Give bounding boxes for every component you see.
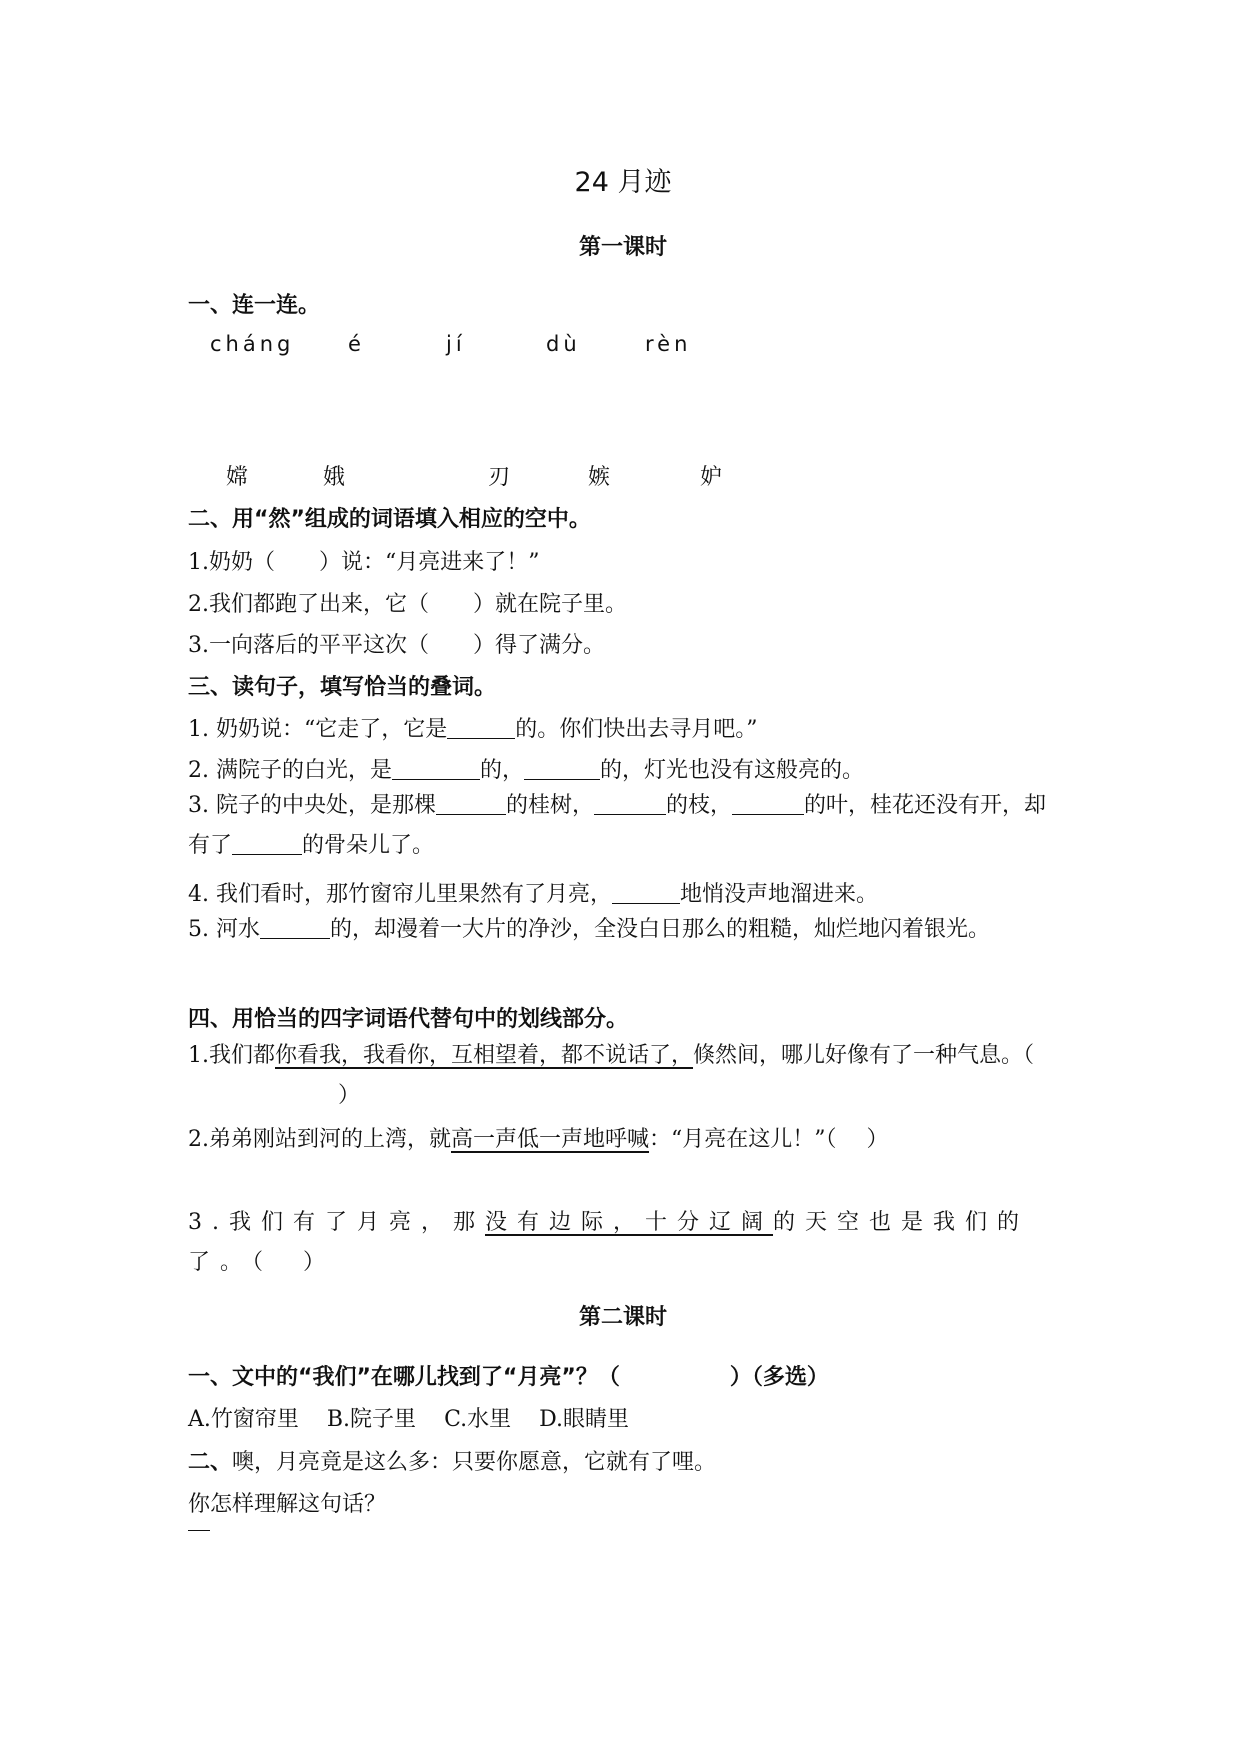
pinyin-4: dù xyxy=(546,332,581,356)
l1-s3-heading: 三、读句子，填写恰当的叠词。 xyxy=(188,675,497,700)
q-text: 的天空也是我们的了。（ xyxy=(188,1210,1030,1275)
l1-s1-heading: 一、连一连。 xyxy=(188,293,321,318)
pinyin-3: jí xyxy=(446,332,466,356)
l1-s4-heading: 四、用恰当的四字词语代替句中的划线部分。 xyxy=(188,1007,629,1032)
q-text: 3. 院子的中央处，是那棵 xyxy=(188,793,436,818)
q-text: ：“月亮在这儿！”（ xyxy=(649,1127,837,1152)
l1-s3-q5 xyxy=(188,910,1058,950)
l1-s3-q4 xyxy=(188,877,878,908)
q-text: 4. 我们看时，那竹窗帘儿里果然有了月亮， xyxy=(188,882,612,907)
q-text: ） xyxy=(866,1127,889,1152)
char-1: 嫦 xyxy=(226,465,249,490)
fill-blank[interactable] xyxy=(732,792,804,815)
underlined-phrase: 你看我，我看你，互相望着，都不说话了， xyxy=(275,1043,694,1068)
underlined-phrase: 高一声低一声地呼喊 xyxy=(451,1127,650,1152)
q-text: 的， xyxy=(479,758,524,783)
q-text: 的。你们快出去寻月吧。” xyxy=(515,717,758,742)
option-a[interactable]: A.竹窗帘里 xyxy=(188,1407,299,1432)
q-text: 倏然间，哪儿好像有了一种气息。（ xyxy=(693,1043,1035,1068)
q-text: 5. 河水 xyxy=(188,917,260,942)
q-text: 的，灯光也没有这般亮的。 xyxy=(600,758,865,783)
item-text: 3.一向落后的平平这次（ xyxy=(188,633,429,658)
fill-blank[interactable] xyxy=(232,832,302,855)
fill-blank[interactable] xyxy=(447,716,515,739)
pinyin-2: é xyxy=(348,332,365,356)
q-text: ） xyxy=(338,1083,361,1108)
pinyin-5: rèn xyxy=(645,332,692,356)
l1-s2-heading: 二、用“然”组成的词语填入相应的空中。 xyxy=(188,507,591,532)
lesson-1-title: 第一课时 xyxy=(578,235,667,260)
pinyin-1: cháng xyxy=(210,332,295,356)
l1-s4-q2 xyxy=(188,1120,1058,1160)
item-text: ）得了满分。 xyxy=(473,633,606,658)
q-text: 的枝， xyxy=(666,793,733,818)
l1-s3-q3 xyxy=(188,786,1058,866)
l1-s3-q1 xyxy=(188,712,757,743)
item-text: ）说：“月亮进来了！” xyxy=(319,550,540,575)
l1-s2-item-2 xyxy=(188,587,627,618)
l1-s2-item-3 xyxy=(188,628,605,659)
l2-s1-options xyxy=(188,1402,629,1433)
l1-s3-q2 xyxy=(188,753,864,784)
lesson-2-title: 第二课时 xyxy=(578,1305,667,1330)
char-2: 娥 xyxy=(323,465,346,490)
page-title: 24 月迹 xyxy=(574,167,672,198)
q-text: 的，却漫着一大片的净沙，全没白日那么的粗糙，灿烂地闪着银光。 xyxy=(329,917,990,942)
option-d[interactable]: D.眼睛里 xyxy=(539,1407,629,1432)
item-text: 1.奶奶（ xyxy=(188,550,275,575)
q-text: 1. 奶奶说：“它走了，它是 xyxy=(188,717,448,742)
heading-text: 一、文中的“我们”在哪儿找到了“月亮”？（ xyxy=(188,1365,620,1390)
q-text: ） xyxy=(303,1250,336,1275)
q-text: 地悄没声地溜进来。 xyxy=(680,882,879,907)
item-text: ）就在院子里。 xyxy=(473,592,628,617)
option-b[interactable]: B.院子里 xyxy=(326,1407,417,1432)
fill-blank[interactable] xyxy=(524,757,600,780)
heading-text: ）（多选） xyxy=(729,1365,829,1390)
item-text: 2.我们都跑了出来，它（ xyxy=(188,592,429,617)
fill-blank[interactable] xyxy=(612,881,680,904)
q-text: 的叶，桂花还没有开，却有了 xyxy=(188,793,1047,858)
q-text: 2.弟弟刚站到河的上湾，就 xyxy=(188,1127,451,1152)
fill-blank[interactable] xyxy=(392,757,480,780)
quote-sentence: 噢，月亮竟是这么多：只要你愿意，它就有了哩。 xyxy=(232,1450,717,1475)
q-text: 3.我们有了月亮，那 xyxy=(188,1210,485,1235)
char-3: 刃 xyxy=(488,465,511,490)
l2-s2-question: 你怎样理解这句话？ xyxy=(188,1492,387,1517)
l1-s2-item-1 xyxy=(188,545,540,576)
fill-blank[interactable] xyxy=(594,792,666,815)
l1-s4-q3 xyxy=(188,1203,1058,1283)
q-text: 2. 满院子的白光，是 xyxy=(188,758,392,783)
heading-text: 二、 xyxy=(188,1450,233,1475)
underlined-phrase: 没有边际，十分辽阔 xyxy=(485,1210,774,1235)
char-4: 嫉 xyxy=(588,465,611,490)
q-text: 1.我们都 xyxy=(188,1043,275,1068)
option-c[interactable]: C.水里 xyxy=(444,1407,512,1432)
q-text: 的骨朵儿了。 xyxy=(302,833,435,858)
l2-s2-heading xyxy=(188,1445,716,1476)
answer-line[interactable] xyxy=(188,1530,210,1531)
q-text: 的桂树， xyxy=(505,793,594,818)
l2-s1-heading xyxy=(188,1360,829,1391)
l1-s4-q1 xyxy=(188,1036,1058,1116)
fill-blank[interactable] xyxy=(436,792,506,815)
char-5: 妒 xyxy=(700,465,723,490)
fill-blank[interactable] xyxy=(260,916,330,939)
